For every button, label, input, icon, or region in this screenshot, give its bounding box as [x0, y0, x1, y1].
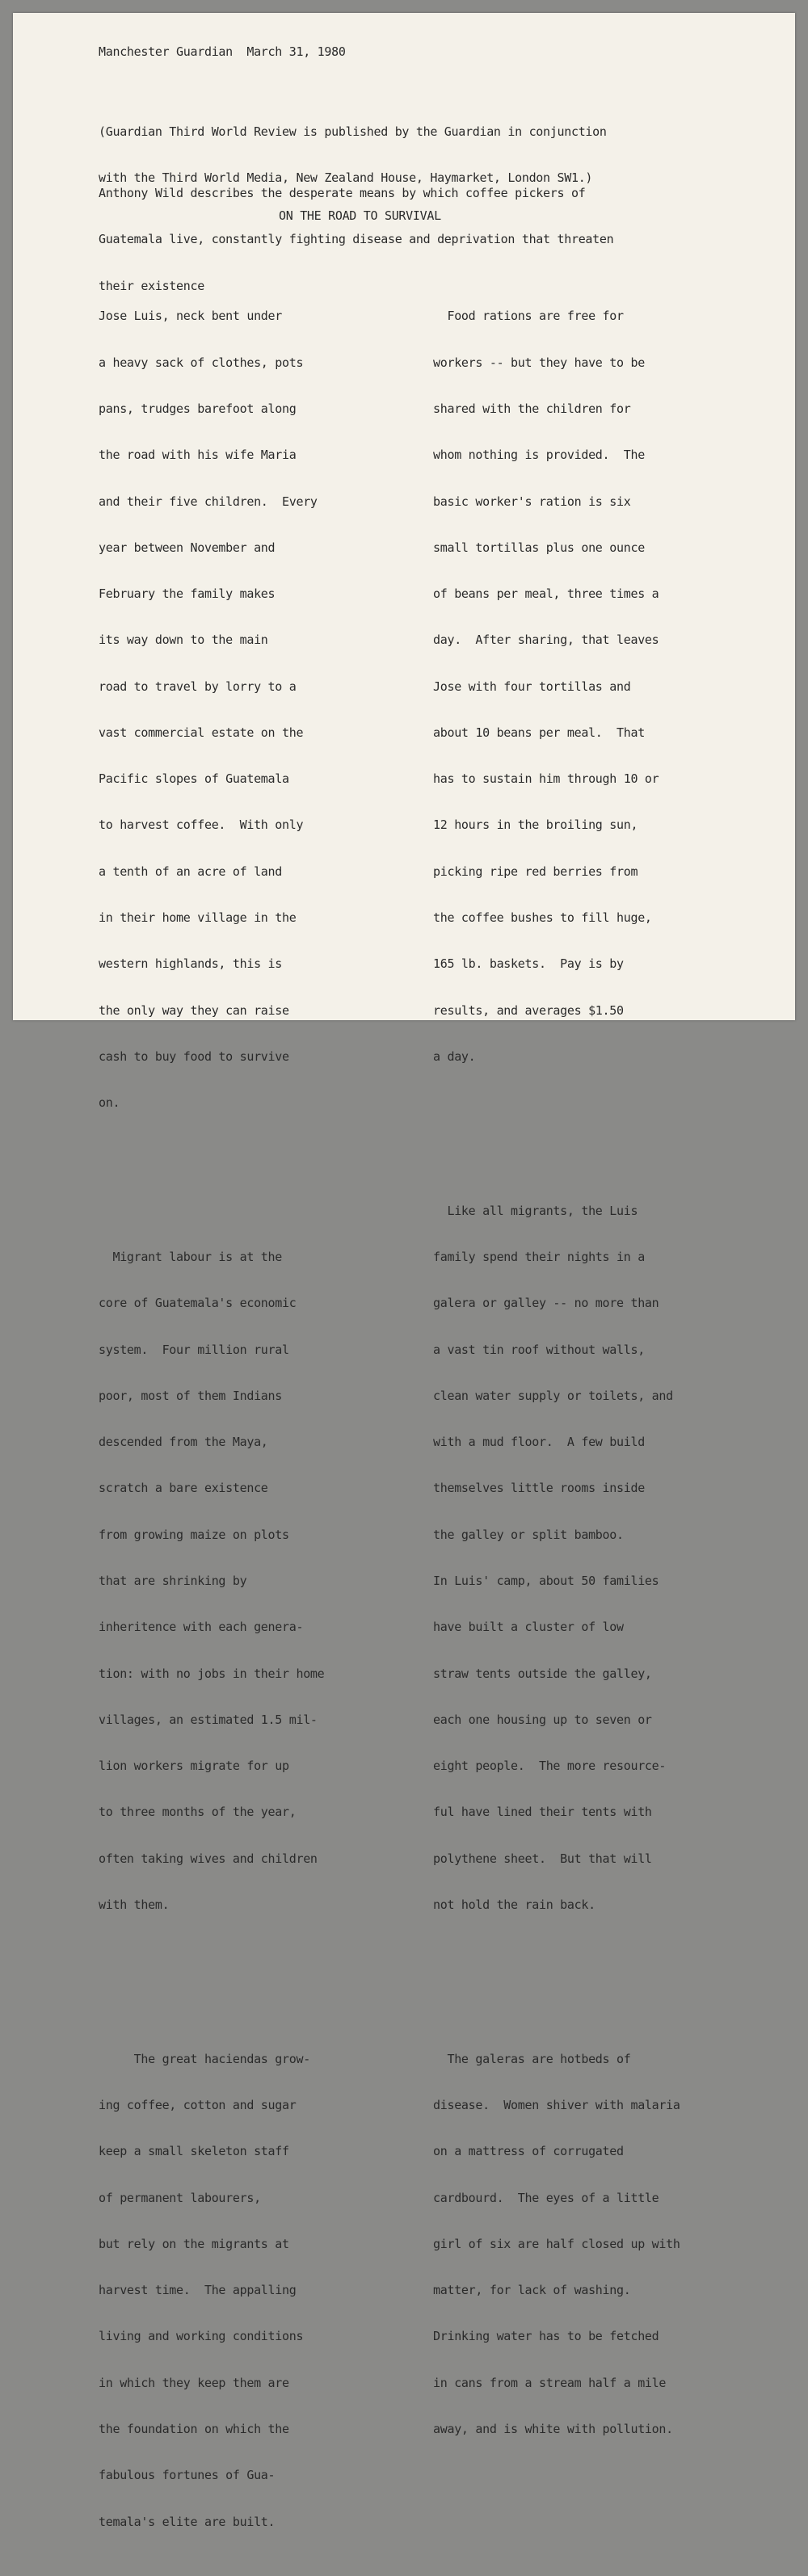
source-line: Manchester Guardian March 31, 1980: [99, 44, 346, 59]
text-line: Jose Luis, neck bent under: [99, 309, 283, 324]
text-line: straw tents outside the galley,: [433, 1666, 652, 1681]
text-line: in their home village in the: [99, 910, 297, 926]
text-line: whom nothing is provided. The: [433, 448, 645, 463]
text-line: in which they keep them are: [99, 2375, 289, 2390]
text-line: 165 lb. baskets. Pay is by: [433, 956, 624, 972]
text-line: have built a cluster of low: [433, 1620, 624, 1635]
text-line: disease. Women shiver with malaria: [433, 2098, 680, 2113]
text-line: in cans from a stream half a mile: [433, 2375, 667, 2390]
text-line: shared with the children for: [433, 401, 631, 416]
text-line: tion: with no jobs in their home: [99, 1666, 325, 1681]
text-line: Food rations are free for: [433, 309, 624, 324]
right-paragraph-3: [433, 2021, 680, 2469]
text-line: road to travel by lorry to a: [99, 679, 297, 694]
text-line: In Luis' camp, about 50 families: [433, 1573, 659, 1588]
text-line: results, and averages $1.50: [433, 1002, 624, 1018]
text-line: but rely on the migrants at: [99, 2236, 289, 2251]
text-line: of permanent labourers,: [99, 2190, 261, 2205]
right-column: [433, 247, 680, 2483]
text-line: villages, an estimated 1.5 mil-: [99, 1712, 318, 1727]
intro-line: Guatemala live, constantly fighting disease and deprivation that threaten: [99, 232, 614, 247]
text-line: picking ripe red berries from: [433, 864, 638, 879]
left-paragraph-2: [99, 1219, 324, 1944]
text-line: lion workers migrate for up: [99, 1759, 289, 1774]
text-line: basic worker's ration is six: [433, 494, 631, 509]
text-line: core of Guatemala's economic: [99, 1296, 297, 1311]
text-line: scratch a bare existence: [99, 1481, 268, 1496]
text-line: a vast tin roof without walls,: [433, 1342, 645, 1357]
text-line: poor, most of them Indians: [99, 1388, 283, 1403]
right-paragraph-2: [433, 1173, 680, 1944]
text-line: Like all migrants, the Luis: [433, 1203, 638, 1218]
text-line: small tortillas plus one ounce: [433, 540, 645, 555]
text-line: on.: [99, 1095, 120, 1111]
text-line: a heavy sack of clothes, pots: [99, 355, 304, 370]
text-line: fabulous fortunes of Gua-: [99, 2468, 276, 2483]
text-line: ing coffee, cotton and sugar: [99, 2098, 297, 2113]
headline: ON THE ROAD TO SURVIVAL: [279, 208, 441, 223]
text-line: not hold the rain back.: [433, 1897, 595, 1912]
text-line: the road with his wife Maria: [99, 448, 297, 463]
text-line: cardbourd. The eyes of a little: [433, 2190, 659, 2205]
text-line: a tenth of an acre of land: [99, 864, 283, 879]
text-line: galera or galley -- no more than: [433, 1296, 659, 1311]
text-line: its way down to the main: [99, 632, 268, 648]
text-line: western highlands, this is: [99, 956, 283, 972]
text-line: has to sustain him through 10 or: [433, 771, 659, 787]
text-line: on a mattress of corrugated: [433, 2144, 624, 2159]
text-line: descended from the Maya,: [99, 1435, 268, 1450]
text-line: with them.: [99, 1897, 170, 1912]
text-line: day. After sharing, that leaves: [433, 632, 659, 648]
text-line: often taking wives and children: [99, 1851, 318, 1866]
text-line: pans, trudges barefoot along: [99, 401, 297, 416]
text-line: the coffee bushes to fill huge,: [433, 910, 652, 926]
text-line: away, and is white with pollution.: [433, 2422, 673, 2437]
text-line: to three months of the year,: [99, 1805, 297, 1820]
text-line: year between November and: [99, 540, 276, 555]
left-paragraph-3: [99, 2021, 324, 2561]
text-line: February the family makes: [99, 586, 276, 602]
text-line: The galeras are hotbeds of: [433, 2051, 631, 2066]
text-line: family spend their nights in a: [433, 1250, 645, 1264]
note-line: with the Third World Media, New Zealand House, Haymarket, London SW1.): [99, 170, 593, 186]
text-line: a day.: [433, 1048, 476, 1064]
text-line: themselves little rooms inside: [433, 1481, 645, 1496]
text-line: the galley or split bamboo.: [433, 1527, 624, 1542]
text-line: of beans per meal, three times a: [433, 586, 659, 602]
intro-line: their existence: [99, 278, 204, 293]
text-line: cash to buy food to survive: [99, 1048, 289, 1064]
text-line: clean water supply or toilets, and: [433, 1388, 673, 1403]
text-line: The great haciendas grow-: [99, 2051, 310, 2066]
text-line: Jose with four tortillas and: [433, 679, 631, 694]
text-line: about 10 beans per meal. That: [433, 725, 645, 740]
text-line: vast commercial estate on the: [99, 725, 304, 740]
text-line: girl of six are half closed up with: [433, 2236, 680, 2251]
text-line: matter, for lack of washing.: [433, 2283, 631, 2298]
text-line: Migrant labour is at the: [99, 1250, 283, 1264]
left-paragraph-1: [99, 278, 324, 1141]
right-paragraph-1: [433, 278, 680, 1095]
text-line: the only way they can raise: [99, 1002, 289, 1018]
left-column: [99, 247, 324, 2576]
text-line: ful have lined their tents with: [433, 1805, 652, 1820]
text-line: Pacific slopes of Guatemala: [99, 771, 289, 787]
text-line: and their five children. Every: [99, 494, 318, 509]
text-line: the foundation on which the: [99, 2422, 289, 2437]
text-line: system. Four million rural: [99, 1342, 289, 1357]
text-line: to harvest coffee. With only: [99, 817, 304, 833]
text-line: 12 hours in the broiling sun,: [433, 817, 638, 833]
text-line: keep a small skeleton staff: [99, 2144, 289, 2159]
text-line: each one housing up to seven or: [433, 1712, 652, 1727]
text-line: Drinking water has to be fetched: [433, 2329, 659, 2344]
text-line: with a mud floor. A few build: [433, 1435, 645, 1450]
text-line: polythene sheet. But that will: [433, 1851, 652, 1866]
note-line: (Guardian Third World Review is published by the Guardian in conjunction: [99, 124, 607, 140]
text-line: eight people. The more resource-: [433, 1759, 667, 1774]
text-line: inheritence with each genera-: [99, 1620, 304, 1635]
text-line: harvest time. The appalling: [99, 2283, 297, 2298]
text-line: workers -- but they have to be: [433, 355, 645, 370]
text-line: temala's elite are built.: [99, 2514, 276, 2529]
text-line: living and working conditions: [99, 2329, 304, 2344]
text-line: that are shrinking by: [99, 1573, 247, 1588]
text-line: from growing maize on plots: [99, 1527, 289, 1542]
intro-line: Anthony Wild describes the desperate means by which coffee pickers of: [99, 186, 586, 201]
